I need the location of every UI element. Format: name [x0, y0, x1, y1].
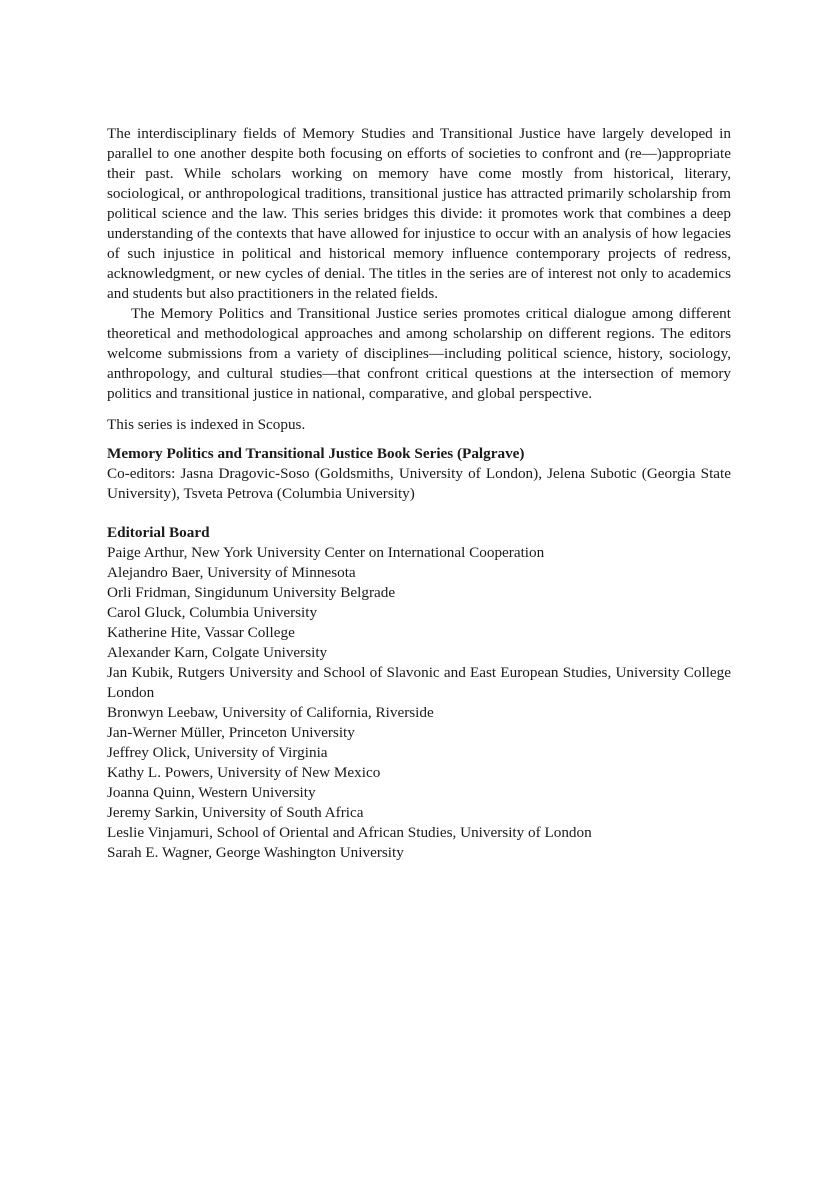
intro-paragraph-2: The Memory Politics and Transitional Justice series promotes critical dialogue among different theoretical and methodological approaches and among scholarship on different regions. The editors welcome submissions from a variety of disciplines—including political science, history, sociology, anthropology, and cultural studies—that confront critical questions at the intersection of memory politics and transitional justice in national, comparative, and global perspective. [107, 305, 731, 402]
board-member: Jeffrey Olick, University of Virginia [107, 744, 328, 761]
intro-paragraph-1: The interdisciplinary fields of Memory Studies and Transitional Justice have largely developed in parallel to one another despite both focusing on efforts of societies to confront and (re—)appropriate their past. While scholars working on memory have come mostly from historical, literary, sociological, or anthropological traditions, transitional justice has attracted primarily scholarship from political science and the law. This series bridges this divide: it promotes work that combines a deep understanding of the contexts that have allowed for injustice to occur with an analysis of how legacies of such injustice in political and historical memory influence contemporary projects of redress, acknowledgment, or new cycles of denial. The titles in the series are of interest not only to academics and students but also practitioners in the related fields. [107, 125, 731, 302]
board-member: Bronwyn Leebaw, University of California, Riverside [107, 704, 434, 721]
board-member: Jan-Werner Müller, Princeton University [107, 724, 355, 741]
co-editors: Co-editors: Jasna Dragovic-Soso (Goldsmiths, University of London), Jelena Subotic (Georgia State University), Tsveta Petrova (Columbia University) [107, 465, 731, 502]
indexed-note: This series is indexed in Scopus. [107, 416, 306, 433]
board-member: Katherine Hite, Vassar College [107, 624, 295, 641]
board-member: Orli Fridman, Singidunum University Belgrade [107, 584, 396, 601]
board-member: Jeremy Sarkin, University of South Africa [107, 804, 364, 821]
board-member: Jan Kubik, Rutgers University and School of Slavonic and East European Studies, University College London [107, 664, 731, 701]
series-page [107, 124, 731, 863]
board-member: Carol Gluck, Columbia University [107, 604, 318, 621]
board-member: Leslie Vinjamuri, School of Oriental and African Studies, University of London [107, 824, 592, 841]
series-title: Memory Politics and Transitional Justice Book Series (Palgrave) [107, 445, 525, 462]
board-member: Sarah E. Wagner, George Washington University [107, 844, 404, 861]
board-member: Kathy L. Powers, University of New Mexico [107, 764, 381, 781]
board-member: Paige Arthur, New York University Center on International Cooperation [107, 544, 545, 561]
board-member: Alexander Karn, Colgate University [107, 644, 328, 661]
board-member: Alejandro Baer, University of Minnesota [107, 564, 356, 581]
board-member: Joanna Quinn, Western University [107, 784, 316, 801]
editorial-board-list [107, 543, 731, 863]
editorial-board-heading: Editorial Board [107, 524, 210, 541]
